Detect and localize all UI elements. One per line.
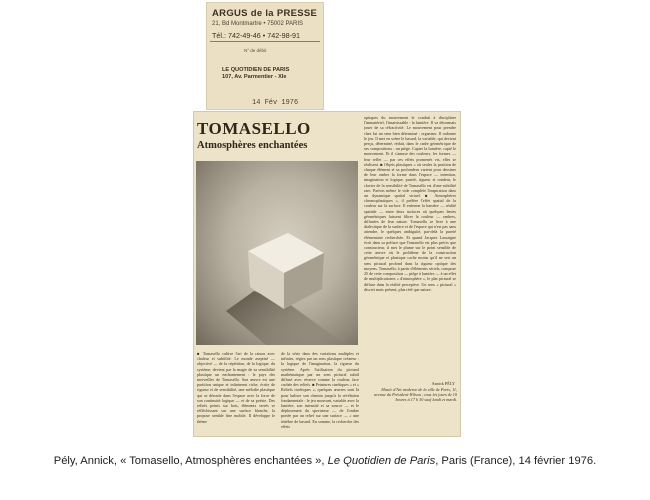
publication-block: [222, 67, 289, 81]
slip-divider: [210, 41, 320, 42]
citation-suffix: , Paris (France), 14 février 1976.: [435, 455, 597, 467]
article-column-left: ■ Tomasello cultive l'art de la raison avec chaleur et subtilité. Le monde aseptisé — objectivé — de la répétition, de la logique, du système, devient par la magie de sa sensibilité plastique un enchantement : le pays des merveilles de Tomasello. Son œuvre est une partition unique et infiniment riche, écrite de rigueur et de sensibilité, une mélodie plastique qui se déroule dans l'espace avec la force de son continuité logique — et de sa poésie. Des reliefs peints sur bois, éléments serrés se réfléchissant sur une surface blanche, la propose semble fine mobile. Il développe le thème: [197, 351, 275, 424]
publication-address: 107, Av. Parmentier - XIe: [222, 74, 287, 80]
citation-source: Le Quotidien de Paris: [327, 455, 436, 467]
agency-name: ARGUS de la PRESSE: [212, 8, 318, 19]
article-column-right: optiques du mouvement le conduit à discipliner l'immatériel, l'insaisissable : la lumière. Il va désormais jouer de sa réfractivité. Le mouvement pour prendre chez lui un sens bien déterminé : organiser. Il ordonne le jeu. Il met en scène le hasard, la variable, qui devient perçu, déterminé, réduit, dans le cadre géométrique de ses compositions : un piège. Capter la lumière, capté le mouvement. Et il s'amuse des couleurs, les formes — leur reflet — par ces effets promenés vis, elles se réalisent. ■ Objets plastiques » où seules la position de chaque élément et sa profondeur varient pour dessiner de leur ombre la forme dans l'espace — intention, imagination et logique, pureté, rigueur et rondeur, le clavier de la sensibilité de Tomasello est d'une subtilité rare. Parfois même le vide complète l'inspiration dans un dynamique spatial virtuel. ■ Atmosphères chromoplastiques », il préfère l'effet spatial de la couleur sur la surface. Il enferme la lumière — réalité spatiale — entre deux surfaces où quelques lentes géométriques laissent filtrer la couleur — ombres, diffusées de leur nature. Tomasello se livre à une dialectique de la surface et de l'espace qui n'est pas sans attendre, le quelques ambiguïté, par-delà la pureté élémentaire recherchée. Et quand Jacques Lassaigne écrit dans sa préface que Tomasello est plus précis que constructeur, il met le plume sur le point sensible de cette œuvre où le problème de la construction géométrique et plastique cache moins qu'il ne sert un sens pictural profond dans la rigueur optique des moyens. Tomasello, à partir d'éléments sériels, compose 25 de cette composition — piège à lumière — à un effet de multiplicationes « d'atmosphère », le plat pictural se diffuse dans la réalité perceptive. Un sens « pictural » discret mais présent, plus réel que nature.: [364, 115, 456, 292]
press-agency-slip: [206, 2, 324, 110]
article-byline: Annick PÉLY: [431, 381, 455, 386]
cube-relief-image: [196, 161, 358, 345]
publication-name: LE QUOTIDIEN DE PARIS: [222, 67, 290, 73]
article-subheadline: Atmosphères enchantées: [197, 140, 308, 151]
venue-note: Musée d'Art moderne de la ville de Paris, 11, avenue du Président-Wilson ; tous les jours de 10 heures à 17 h 30 sauf lundi et mardi.: [373, 387, 457, 403]
date-stamp: 14 Fév 1976: [252, 99, 299, 107]
article-headline: TOMASELLO: [197, 119, 311, 138]
citation-prefix: Pély, Annick, « Tomasello, Atmosphères enchantées »,: [53, 455, 328, 467]
debit-number-label: N° de débit: [244, 48, 267, 53]
agency-address: 21, Bd Montmartre • 75002 PARIS: [212, 21, 304, 27]
newspaper-clipping: [193, 111, 461, 437]
agency-telephone: Tél.: 742-49-46 • 742-98-91: [212, 31, 301, 40]
article-column-middle: de la série dans des variations multiples et infinies, régies par un sens plastique créateur : la logique de l'imagination, la rigueur du système. Après l'utilisation du pictural mathématique par un sens pictural subtil diffusé avec réserve comme la couleur, face cachée des reliefs. ■ Peintures cinétiques « et » Reliefs cinétiques », quelques œuvres sont là pour baliser son chemin jusqu'à la révélation fondamentale : le jeu mouvant, variable avec la lumière, son intensité et sa source — et le déplacement du spectateur — de l'ombre portée par un relief sur une surface — « une ténèbre de hasard. En somme, la recherche des effets: [281, 351, 359, 429]
artwork-photo: [196, 161, 358, 345]
citation-caption: [0, 455, 650, 467]
